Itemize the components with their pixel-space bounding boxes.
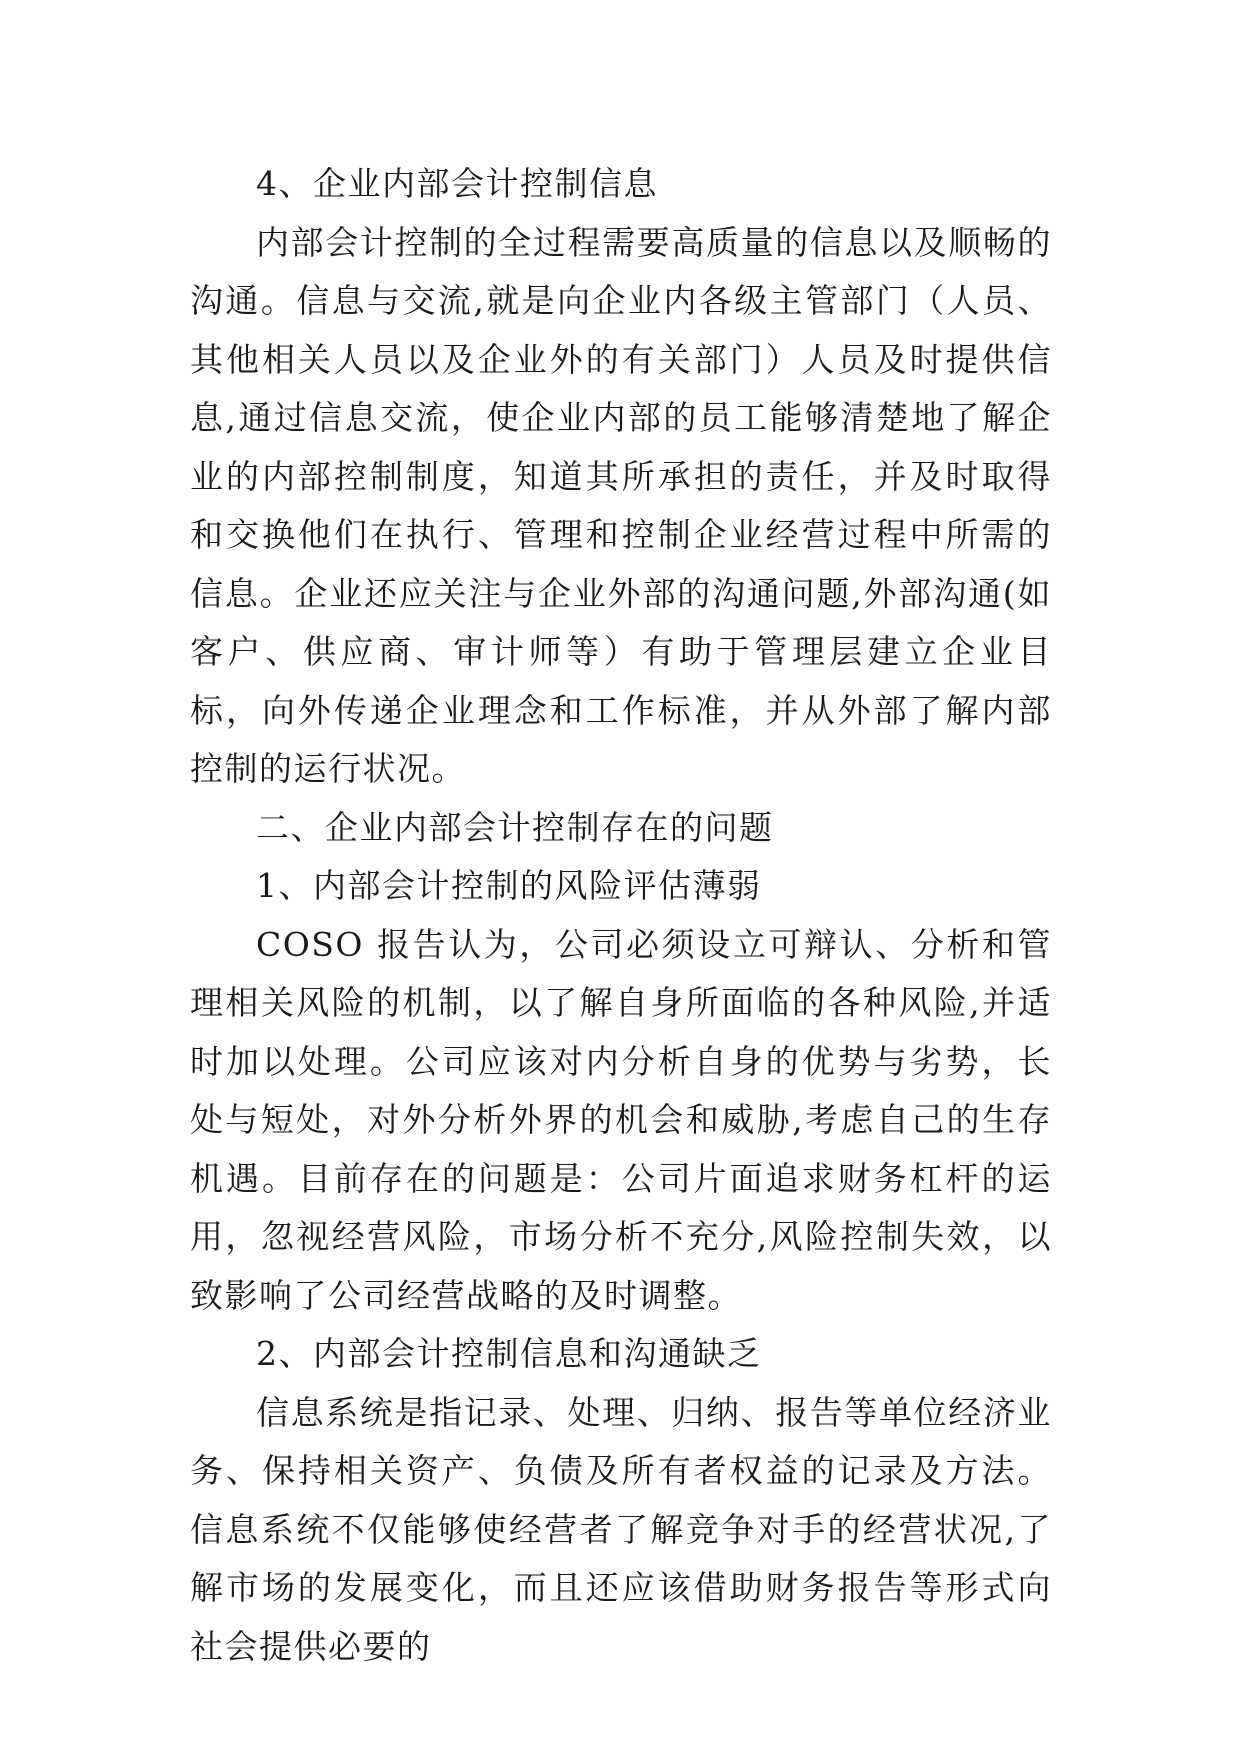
- paragraph-info-system: 信息系统是指记录、处理、归纳、报告等单位经济业务、保持相关资产、负债及所有者权益的记录及方法。信息系统不仅能够使经营者了解竞争对手的经营状况,了解市场的发展变化，而且还应该借助财务报告等形式向社会提供必要的: [190, 1392, 1052, 1666]
- section-heading-4-info: 4、企业内部会计控制信息: [256, 164, 658, 203]
- chapter-heading-problems: 二、企业内部会计控制存在的问题: [256, 807, 774, 847]
- section-heading-2-communication: 2、内部会计控制信息和沟通缺乏: [256, 1334, 762, 1373]
- paragraph-risk-assessment: COSO 报告认为，公司必须设立可辩认、分析和管理相关风险的机制，以了解自身所面临的各种风险,并适时加以处理。公司应该对内分析自身的优势与劣势，长处与短处，对外分析外界的机会和威胁,考虑自己的生存机遇。目前存在的问题是：公司片面追求财务杠杆的运用，忽视经营风险，市场分析不充分,风险控制失效，以致影响了公司经营战略的及时调整。: [190, 924, 1052, 1315]
- section-heading-1-risk: 1、内部会计控制的风险评估薄弱: [256, 866, 762, 905]
- document-body: [190, 155, 1052, 1676]
- paragraph-info-communication: 内部会计控制的全过程需要高质量的信息以及顺畅的沟通。信息与交流,就是向企业内各级主管部门（人员、其他相关人员以及企业外的有关部门）人员及时提供信息,通过信息交流，使企业内部的员工能够清楚地了解企业的内部控制制度，知道其所承担的责任，并及时取得和交换他们在执行、管理和控制企业经营过程中所需的信息。企业还应关注与企业外部的沟通问题,外部沟通(如客户、供应商、审计师等）有助于管理层建立企业目标，向外传递企业理念和工作标准，并从外部了解内部控制的运行状况。: [190, 222, 1052, 788]
